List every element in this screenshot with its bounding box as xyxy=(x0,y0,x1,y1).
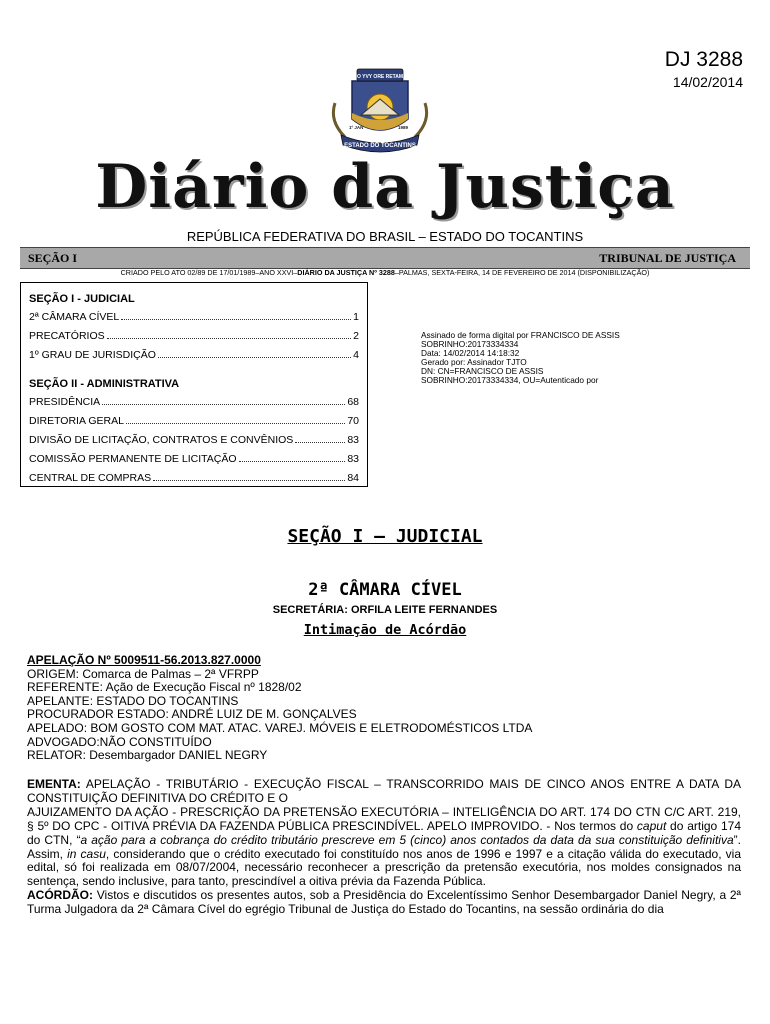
toc-item-label: PRESIDÊNCIA xyxy=(29,396,101,408)
ementa-in-casu: in casu xyxy=(67,846,106,861)
acordao-paragraph xyxy=(27,889,741,917)
toc-item[interactable] xyxy=(29,311,359,330)
case-appellant: APELANTE: ESTADO DO TOCANTINS xyxy=(27,693,239,708)
toc-item-page: 70 xyxy=(347,415,359,427)
ementa-text-4: ”. Assim, xyxy=(27,832,741,861)
intimation-heading: Intimação de Acórdão xyxy=(303,622,467,638)
state-seal xyxy=(327,63,433,155)
toc-item[interactable] xyxy=(29,453,359,472)
publication-info-suffix: –PALMAS, SEXTA-FEIRA, 14 DE FEVEREIRO DE 2014 (DISPONIBILIZAÇÃO) xyxy=(394,268,650,277)
seal-right-year: 1989 xyxy=(398,125,409,130)
seal-left-date: 1º JAN xyxy=(349,125,364,130)
toc-item[interactable] xyxy=(29,415,359,434)
publication-info-number: DIÁRIO DA JUSTIÇA Nº 3288 xyxy=(297,268,395,277)
case-appellee: APELADO: BOM GOSTO COM MAT. ATAC. VAREJ. MÓVEIS E ELETRODOMÉSTICOS LTDA xyxy=(27,720,533,735)
ementa-label: EMENTA: xyxy=(27,777,81,791)
ementa-text-2: AJUIZAMENTO DA AÇÃO - PRESCRIÇÃO DA PRETENSÃO EXECUTÓRIA – INTELIGÊNCIA DO ART. 174 DO CTN C/C ART. 219, § 5º DO CPC - OITIVA PRÉVIA DA FAZENDA PÚBLICA PRESCINDÍVEL. APELO IMPROVIDO. - Nos termos do xyxy=(27,804,741,833)
seal-motto: CO YVY ORE RETAMA xyxy=(353,74,407,80)
ementa-paragraph xyxy=(27,778,741,806)
toc-item-page: 68 xyxy=(347,396,359,408)
toc-item-label: 2ª CÂMARA CÍVEL xyxy=(29,311,120,323)
ementa-text-3: do artigo 174 do CTN, “ xyxy=(27,818,742,847)
digital-signature: Assinado de forma digital por FRANCISCO DE ASSIS SOBRINHO:20173334334 Data: 14/02/2014 14:18:32 Gerado por: Assinador TJTO DN: CN=FRANCISCO DE ASSIS SOBRINHO:20173334334, OU=Autenticado por xyxy=(421,330,620,385)
toc-item[interactable] xyxy=(29,330,359,349)
toc-item-label: DIVISÃO DE LICITAÇÃO, CONTRATOS E CONVÊNIOS xyxy=(29,434,294,446)
case-origin: ORIGEM: Comarca de Palmas – 2ª VFRPP xyxy=(27,666,259,681)
toc-item-page: 83 xyxy=(347,453,359,465)
masthead-title: Diário da Justiça xyxy=(95,152,675,222)
ementa-quote: a ação para a cobrança do crédito tributário prescreve em 5 (cinco) anos contados da data da sua constituição definitiva xyxy=(80,832,734,847)
ementa-text-1: APELAÇÃO - TRIBUTÁRIO - EXECUÇÃO FISCAL – TRANSCORRIDO MAIS DE CINCO ANOS ENTRE A DATA DA CONSTITUIÇÃO DEFINITIVA DO CRÉDITO E O xyxy=(27,777,741,805)
case-prosecutor: PROCURADOR ESTADO: ANDRÉ LUIZ DE M. GONÇALVES xyxy=(27,707,357,722)
ementa-caput: caput xyxy=(636,818,667,833)
toc-item-page: 84 xyxy=(347,472,359,484)
ruling-text xyxy=(27,778,741,917)
toc-item-label: PRECATÓRIOS xyxy=(29,330,105,342)
section-title: SEÇÃO I – JUDICIAL xyxy=(287,526,483,547)
republic-line: REPÚBLICA FEDERATIVA DO BRASIL – ESTADO DO TOCANTINS xyxy=(186,229,584,244)
toc-item-label: CENTRAL DE COMPRAS xyxy=(29,472,152,484)
section-label: SEÇÃO I xyxy=(28,251,78,265)
secretary-line: SECRETÁRIA: ORFILA LEITE FERNANDES xyxy=(272,604,498,616)
seal-banner: ESTADO DO TOCANTINS xyxy=(344,143,416,149)
publication-info xyxy=(0,268,770,277)
dj-number: DJ 3288 xyxy=(664,48,743,71)
case-lawyer: ADVOGADO:NÃO CONSTITUÍDO xyxy=(27,734,212,749)
toc-item[interactable] xyxy=(29,472,359,491)
case-number: APELAÇÃO Nº 5009511-56.2013.827.0000 xyxy=(27,653,261,667)
ementa-continuation xyxy=(27,806,741,889)
toc-item-page: 4 xyxy=(353,349,359,361)
toc-item[interactable] xyxy=(29,434,359,453)
toc-heading-administrative: SEÇÃO II - ADMINISTRATIVA xyxy=(29,378,180,390)
ementa-text-5: , considerando que o crédito executado foi constituído nos anos de 1996 e 1997 e a citação válida do executado, via edital, só foi realizada em 08/07/2004, necessário reconhecer a prescrição da pretensão executória, nos moldes consignados na sentença, sendo inclusive, para tanto, prescindível a oitiva prévia da Fazenda Pública. xyxy=(27,846,741,889)
toc-item-label: COMISSÃO PERMANENTE DE LICITAÇÃO xyxy=(29,453,237,465)
edition-date: 14/02/2014 xyxy=(672,74,743,90)
toc-item-label: 1º GRAU DE JURISDIÇÃO xyxy=(29,349,156,361)
table-of-contents xyxy=(20,282,368,487)
acordao-text: Vistos e discutidos os presentes autos, sob a Presidência do Excelentíssimo Senhor Desembargador Daniel Negry, a 2ª Turma Julgadora da 2ª Câmara Cível do egrégio Tribunal de Justiça do Estado do Tocantins, na sessão ordinária do dia xyxy=(27,888,741,917)
toc-item-page: 2 xyxy=(353,330,359,342)
court-label: TRIBUNAL DE JUSTIÇA xyxy=(599,251,736,265)
toc-item[interactable] xyxy=(29,396,359,415)
case-rapporteur: RELATOR: Desembargador DANIEL NEGRY xyxy=(27,748,268,763)
toc-item-page: 1 xyxy=(353,311,359,323)
acordao-label: ACÓRDÃO: xyxy=(27,888,93,903)
chamber-title: 2ª CÂMARA CÍVEL xyxy=(308,580,462,600)
toc-heading-judicial: SEÇÃO I - JUDICIAL xyxy=(29,293,135,305)
toc-item[interactable] xyxy=(29,349,359,368)
toc-item-page: 83 xyxy=(347,434,359,446)
case-block xyxy=(27,654,532,763)
toc-item-label: DIRETORIA GERAL xyxy=(29,415,124,427)
section-bar xyxy=(20,247,750,269)
case-reference: REFERENTE: Ação de Execução Fiscal nº 1828/02 xyxy=(27,680,302,695)
publication-info-prefix: CRIADO PELO ATO 02/89 DE 17/01/1989–ANO XXVI– xyxy=(120,268,298,277)
